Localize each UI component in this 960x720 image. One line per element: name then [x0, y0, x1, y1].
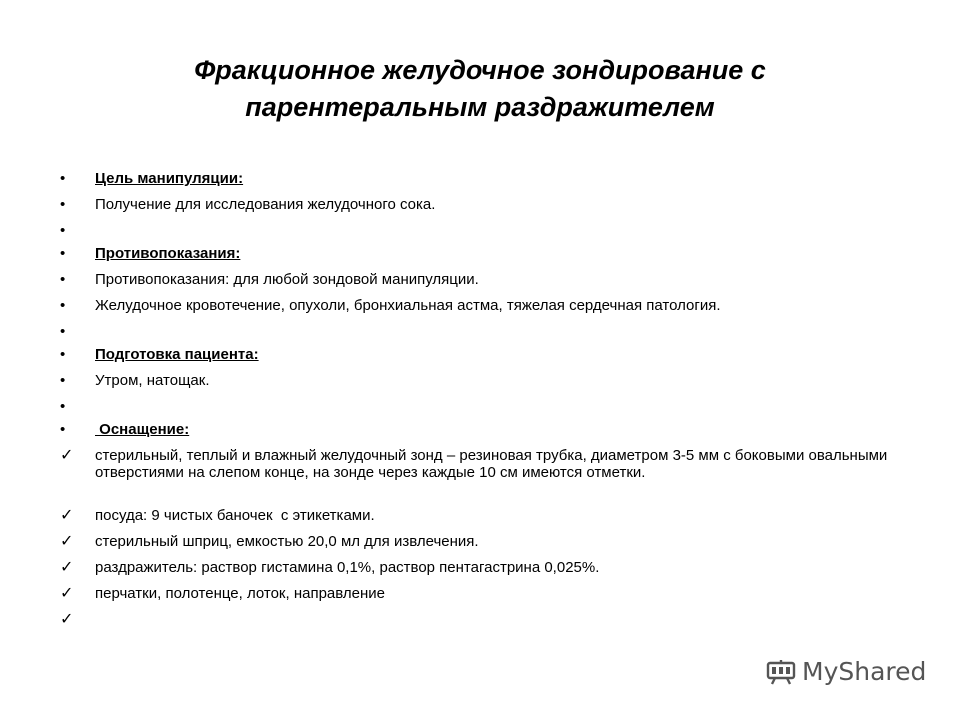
bullet-list — [60, 170, 900, 634]
list-item — [60, 421, 900, 447]
bullet-icon: • — [60, 170, 66, 187]
equipment-item: посуда: 9 чистых баночек с этикетками. — [95, 507, 375, 524]
bullet-icon: • — [60, 398, 66, 415]
checklist-item — [60, 507, 900, 533]
contraindications-text-1: Противопоказания: для любой зондовой манипуляции. — [95, 271, 479, 288]
equipment-item: перчатки, полотенце, лоток, направление — [95, 585, 385, 602]
checkmark-icon: ✓ — [60, 447, 74, 464]
checkmark-icon: ✓ — [60, 507, 74, 524]
list-item — [60, 271, 900, 297]
bullet-icon: • — [60, 323, 66, 340]
contraindications-heading: Противопоказания: — [95, 245, 241, 262]
empty-list-item — [60, 222, 900, 245]
checklist-item — [60, 585, 900, 611]
slide-title — [0, 52, 960, 126]
empty-list-item — [60, 398, 900, 421]
title-line-2: парентеральным раздражителем — [245, 92, 715, 122]
bullet-icon: • — [60, 271, 66, 288]
list-item — [60, 346, 900, 372]
title-line-1: Фракционное желудочное зондирование с — [194, 55, 766, 85]
checkmark-icon: ✓ — [60, 585, 74, 602]
equipment-item: стерильный, теплый и влажный желудочный зонд – резиновая трубка, диаметром 3-5 мм с боковыми овальными отверстиями на слепом конце, на зонде через каждые 10 см имеются отметки. — [95, 447, 888, 481]
checklist-item — [60, 447, 900, 507]
contraindications-text-2: Желудочное кровотечение, опухоли, бронхиальная астма, тяжелая сердечная патология. — [95, 297, 721, 314]
list-item — [60, 297, 900, 323]
preparation-text: Утром, натощак. — [95, 372, 210, 389]
bullet-icon: • — [60, 297, 66, 314]
presentation-board-icon — [766, 659, 796, 685]
checkmark-icon: ✓ — [60, 559, 74, 576]
bullet-icon: • — [60, 196, 66, 213]
checklist-item — [60, 559, 900, 585]
checkmark-icon: ✓ — [60, 611, 74, 628]
watermark-text: MyShared — [802, 657, 927, 686]
equipment-item: раздражитель: раствор гистамина 0,1%, раствор пентагастрина 0,025%. — [95, 559, 600, 576]
checkmark-icon: ✓ — [60, 533, 74, 550]
watermark-logo — [766, 657, 926, 686]
preparation-heading: Подготовка пациента: — [95, 346, 259, 363]
equipment-item: стерильный шприц, емкостью 20,0 мл для извлечения. — [95, 533, 479, 550]
equipment-heading: Оснащение: — [95, 421, 190, 438]
goal-heading: Цель манипуляции: — [95, 170, 244, 187]
list-item — [60, 245, 900, 271]
list-item — [60, 372, 900, 398]
bullet-icon: • — [60, 222, 66, 239]
checklist-item — [60, 533, 900, 559]
goal-text: Получение для исследования желудочного сока. — [95, 196, 436, 213]
empty-list-item — [60, 323, 900, 346]
bullet-icon: • — [60, 245, 66, 262]
bullet-icon: • — [60, 346, 66, 363]
bullet-icon: • — [60, 421, 66, 438]
bullet-icon: • — [60, 372, 66, 389]
empty-checklist-item — [60, 611, 900, 634]
list-item — [60, 196, 900, 222]
list-item — [60, 170, 900, 196]
